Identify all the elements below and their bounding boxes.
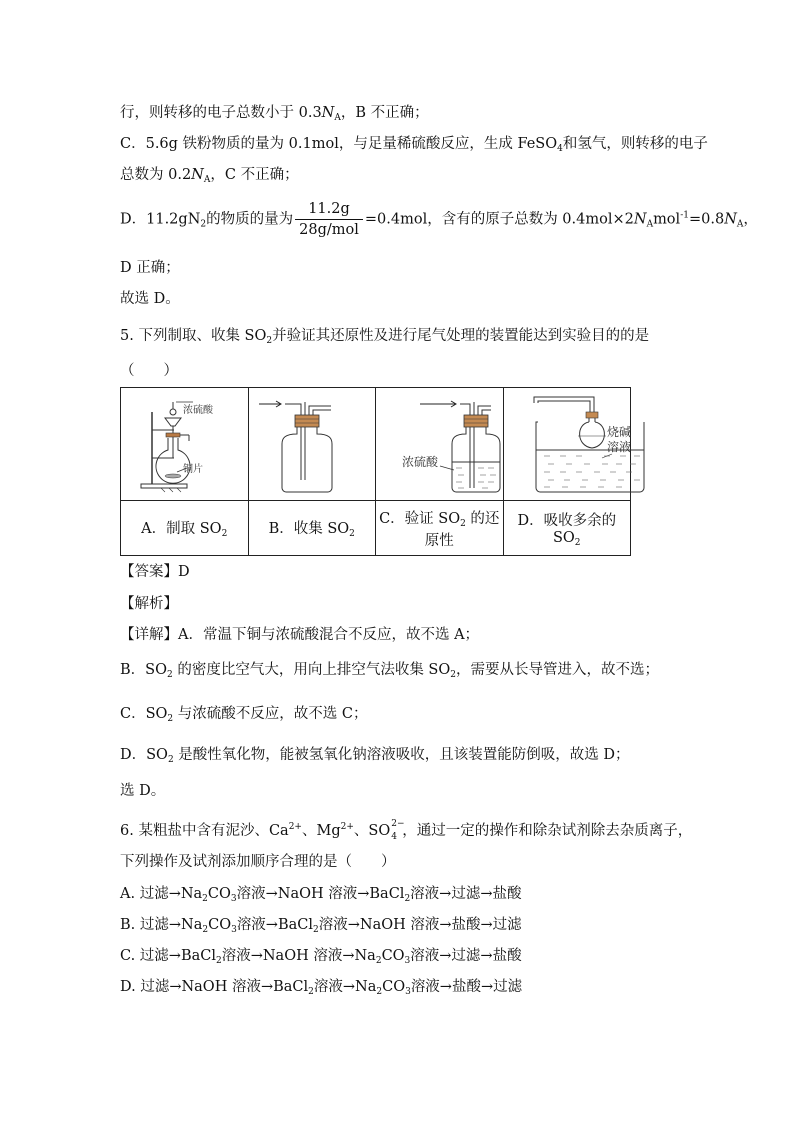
q6-option-d: D. 过滤→NaOH 溶液→BaCl$_2$溶液$\to Na_2CO_3$溶液→盐酸→过滤 bbox=[120, 979, 523, 997]
detail-a: 【详解】A．常温下铜与浓硫酸混合不反应，故不选 A； bbox=[120, 627, 480, 643]
question-6: 6. 某粗盐中含有泥沙、$Ca^{2+}$、$Mg^{2+}$、SO 2− 4 ，通过一定的操作和除杂试剂除去杂质离子， bbox=[120, 819, 693, 842]
label-conc-acid: 浓硫酸 bbox=[183, 405, 213, 416]
text-line: C．5.6g 铁粉物质的量为 0.1mol，与足量稀硫酸反应，生成 FeSO$_4$和氢气，则转移的电子 bbox=[120, 136, 708, 154]
label-conc-acid-c: 浓硫酸 bbox=[402, 455, 439, 469]
text-line: 故选 D。 bbox=[120, 291, 180, 307]
apparatus-d bbox=[503, 388, 631, 501]
q6-option-b: B. 过滤$\to Na_2CO_3$溶液→BaCl$_2$溶液→NaOH 溶液→盐酸→过滤 bbox=[120, 917, 522, 935]
detail-d: D．$SO_2$ 是酸性氧化物，能被氢氧化钠溶液吸收，且该装置能防倒吸，故选 D； bbox=[120, 747, 630, 765]
option-b-caption: B．收集 $SO_2$ bbox=[248, 501, 376, 556]
option-c-caption: C．验证 $SO_2$ 的还原性 bbox=[376, 501, 504, 556]
apparatus-b bbox=[248, 388, 376, 501]
detail-b: B．$SO_2$ 的密度比空气大，用向上排空气法收集 $SO_2$，需要从长导管进入，故不选； bbox=[120, 662, 659, 680]
question-5: 5. 下列制取、收集 $SO_2$并验证其还原性及进行尾气处理的装置能达到实验目的的是 bbox=[120, 328, 650, 346]
option-a-caption: A．制取 $SO_2$ bbox=[121, 501, 249, 556]
answer: 【答案】D bbox=[120, 564, 190, 580]
q6-option-c: C. 过滤→BaCl$_2$溶液→NaOH 溶液$\to Na_2CO_3$溶液→过滤→盐酸 bbox=[120, 948, 522, 966]
sulfate-charge: 2− 4 bbox=[391, 819, 405, 842]
apparatus-table bbox=[120, 387, 631, 556]
text-line: D 正确； bbox=[120, 260, 180, 276]
apparatus-c bbox=[376, 388, 504, 501]
label-naoh-1: 烧碱 bbox=[606, 425, 631, 439]
question-5-bracket: （ ） bbox=[120, 363, 178, 379]
q6-option-a: A. 过滤$\to Na_2CO_3$溶液→NaOH 溶液→BaCl$_2$溶液→过滤→盐酸 bbox=[120, 886, 522, 904]
analysis-heading: 【解析】 bbox=[120, 596, 178, 612]
text-line: 行，则转移的电子总数小于 $0.3N_A$，B 不正确； bbox=[120, 105, 429, 123]
question-6-line2: 下列操作及试剂添加顺序合理的是（ ） bbox=[120, 854, 396, 870]
label-copper: 铜片 bbox=[183, 464, 203, 475]
detail-conclusion: 选 D。 bbox=[120, 783, 166, 799]
apparatus-a bbox=[121, 388, 249, 501]
label-naoh-2: 溶液 bbox=[606, 440, 631, 454]
fraction: $\frac{11.2g}{\text{28g/mol}}$ bbox=[295, 200, 363, 239]
option-d-caption: D．吸收多余的 $SO_2$ bbox=[503, 501, 631, 556]
text-line: 总数为 $0.2N_A$，C 不正确； bbox=[120, 167, 299, 185]
text-line-fraction: D．$11.2gN_2$的物质的量为 $\frac{11.2g}{\text{28g/mol}}$ =0.4mol，含有的原子总数为 $0.4mol\times 2N_Amol^{-1}=0.8N_A$， bbox=[120, 201, 758, 238]
detail-c: C．$SO_2$ 与浓硫酸不反应，故不选 C； bbox=[120, 706, 368, 724]
